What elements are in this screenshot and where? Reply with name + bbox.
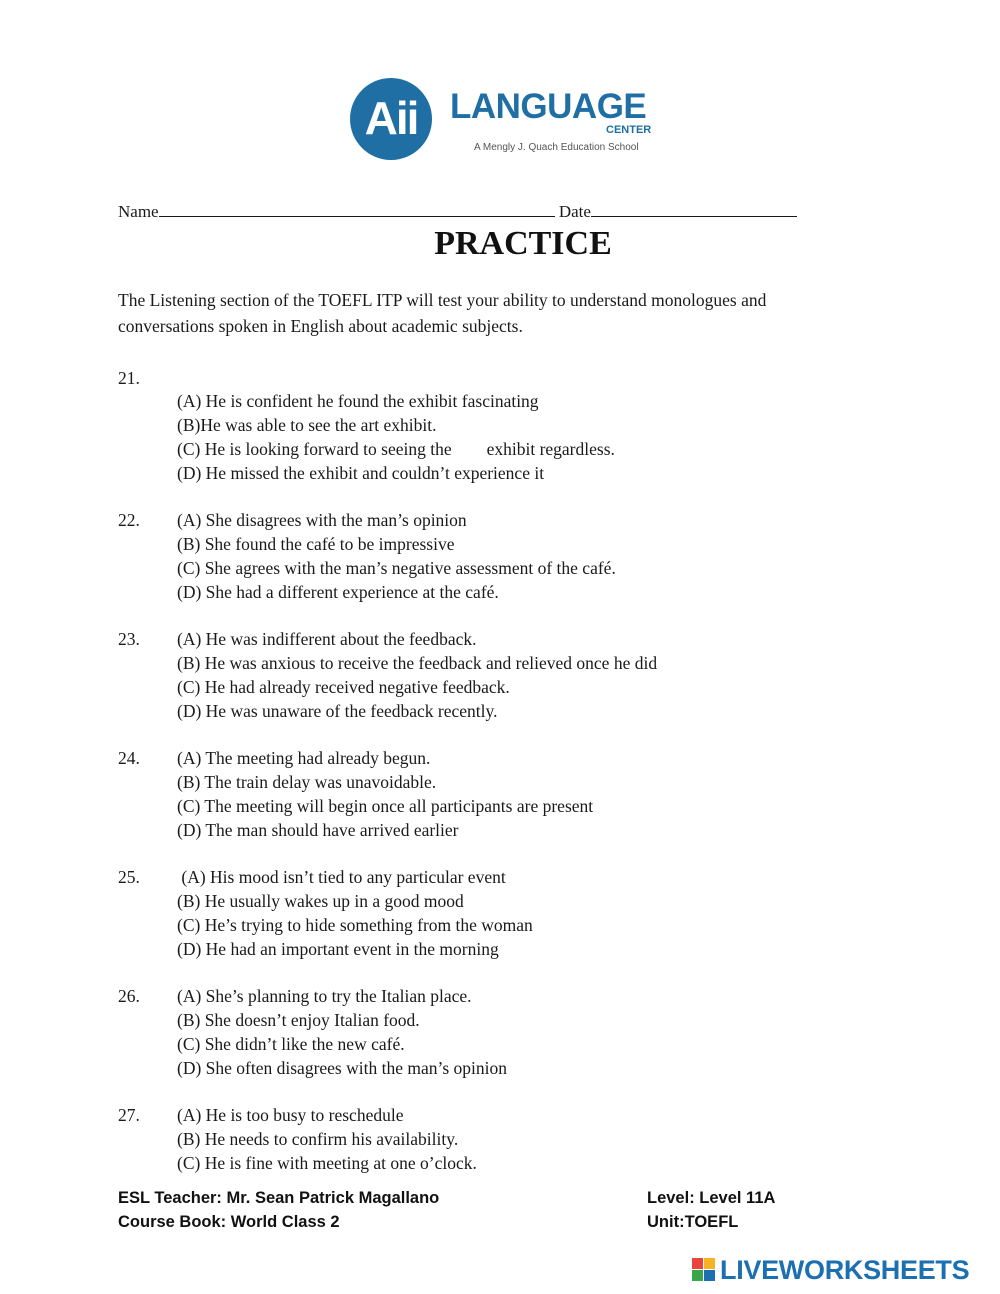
logo-sub: CENTER (606, 124, 652, 136)
logo-mark: Aii (364, 92, 418, 144)
option-b[interactable]: (B) She doesn’t enjoy Italian food. (177, 1010, 420, 1030)
option-d[interactable]: (D) She had a different experience at the café. (177, 582, 499, 602)
date-blank[interactable] (591, 202, 797, 217)
question-number: 22. (118, 510, 140, 530)
footer-teacher: ESL Teacher: Mr. Sean Patrick Magallano (118, 1189, 440, 1207)
block-yellow (704, 1258, 715, 1269)
option-d[interactable]: (D) He was unaware of the feedback recently. (177, 701, 498, 721)
option-b[interactable]: (B) He usually wakes up in a good mood (177, 891, 464, 911)
question-number: 23. (118, 629, 140, 649)
option-c[interactable]: (C) She didn’t like the new café. (177, 1034, 405, 1054)
liveworksheets-brand: LIVEWORKSHEETS (720, 1255, 970, 1285)
option-b[interactable]: (B) She found the café to be impressive (177, 534, 455, 554)
page-title: PRACTICE (434, 225, 612, 262)
option-c[interactable]: (C) He had already received negative feedback. (177, 677, 510, 697)
block-green (692, 1270, 703, 1281)
option-b[interactable]: (B) The train delay was unavoidable. (177, 772, 437, 792)
date-label: Date (558, 202, 591, 221)
name-label: Name (118, 202, 159, 221)
footer-course-book: Course Book: World Class 2 (118, 1213, 340, 1231)
question-number: 25. (118, 867, 140, 887)
option-a[interactable]: (A) He is too busy to reschedule (177, 1105, 404, 1125)
footer-unit: Unit:TOEFL (647, 1213, 739, 1231)
option-a[interactable]: (A) He was indifferent about the feedback. (177, 629, 477, 649)
option-d[interactable]: (D) He had an important event in the morning (177, 939, 499, 959)
liveworksheets-blocks-icon (692, 1258, 716, 1282)
name-blank[interactable] (159, 202, 555, 217)
aii-language-center-logo (350, 78, 660, 162)
option-a[interactable]: (A) The meeting had already begun. (177, 748, 431, 768)
option-b[interactable]: (B) He needs to confirm his availability. (177, 1129, 459, 1149)
option-b[interactable]: (B) He was anxious to receive the feedback and relieved once he did (177, 653, 658, 673)
option-b[interactable]: (B)He was able to see the art exhibit. (177, 415, 437, 435)
option-c[interactable]: (C) He is fine with meeting at one o’clock. (177, 1153, 477, 1173)
question-number: 24. (118, 748, 140, 768)
block-red (692, 1258, 703, 1269)
logo-wordmark: LANGUAGE (450, 87, 647, 126)
question-number: 27. (118, 1105, 140, 1125)
question-number: 26. (118, 986, 140, 1006)
option-c[interactable]: (C) He’s trying to hide something from the woman (177, 915, 533, 935)
logo-tagline: A Mengly J. Quach Education School (474, 142, 639, 153)
option-c[interactable]: (C) He is looking forward to seeing the exhibit regardless. (177, 439, 615, 459)
block-blue (704, 1270, 715, 1281)
option-c[interactable]: (C) The meeting will begin once all participants are present (177, 796, 594, 816)
option-c[interactable]: (C) She agrees with the man’s negative assessment of the café. (177, 558, 616, 578)
option-d[interactable]: (D) She often disagrees with the man’s opinion (177, 1058, 508, 1078)
option-a[interactable]: (A) She’s planning to try the Italian place. (177, 986, 472, 1006)
question-number: 21. (118, 368, 140, 388)
option-a[interactable]: (A) He is confident he found the exhibit fascinating (177, 391, 539, 411)
name-date-line (118, 202, 797, 222)
intro-paragraph: The Listening section of the TOEFL ITP will test your ability to understand monologues and conversations spoken in English about academic subjects. (118, 290, 767, 336)
option-a[interactable]: (A) She disagrees with the man’s opinion (177, 510, 467, 530)
option-d[interactable]: (D) The man should have arrived earlier (177, 820, 459, 840)
footer-level: Level: Level 11A (647, 1189, 776, 1207)
option-d[interactable]: (D) He missed the exhibit and couldn’t experience it (177, 463, 545, 483)
option-a[interactable]: (A) His mood isn’t tied to any particular event (177, 867, 506, 887)
